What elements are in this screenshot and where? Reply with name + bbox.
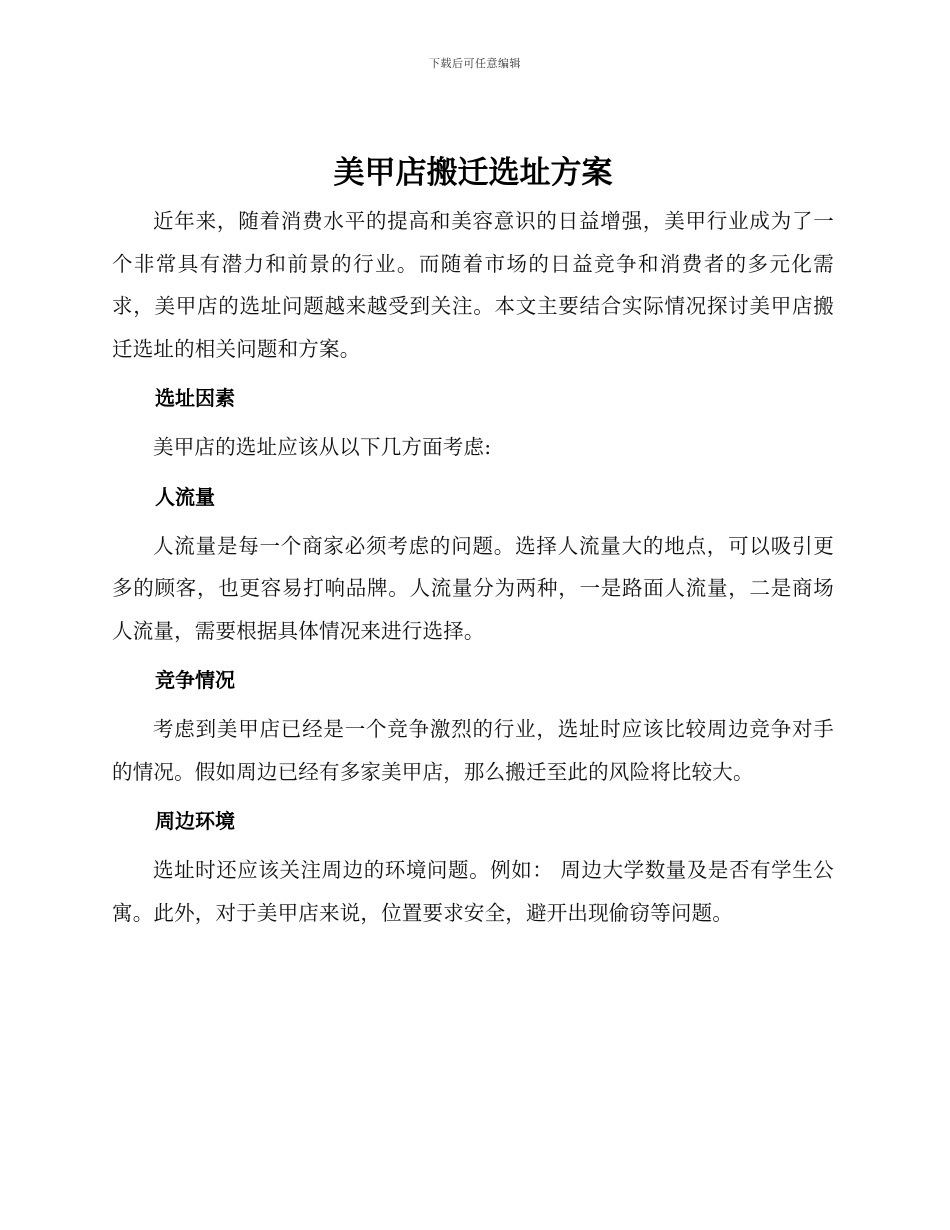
document-body: [112, 150, 834, 934]
intro-paragraph: 近年来，随着消费水平的提高和美容意识的日益增强，美甲行业成为了一个非常具有潜力和前景的行业。而随着市场的日益竞争和消费者的多元化需求，美甲店的选址问题越来越受到关注。本文主要结合实际情况探讨美甲店搬迁选址的相关问题和方案。: [112, 209, 834, 361]
section-heading-competition: 竞争情况: [155, 668, 235, 692]
document-title: 美甲店搬迁选址方案: [333, 155, 613, 191]
section-heading-foot-traffic: 人流量: [155, 484, 215, 509]
header-note: 下载后可任意编辑: [429, 57, 521, 70]
section-text-competition: 考虑到美甲店已经是一个竞争激烈的行业，选址时应该比较周边竞争对手的情况。假如周边已经有多家美甲店，那么搬迁至此的风险将比较大。: [112, 717, 834, 784]
section-heading-site-factors: 选址因素: [155, 386, 235, 410]
section-text-surroundings: 选址时还应该关注周边的环境问题。例如： 周边大学数量及是否有学生公寓。此外，对于美甲店来说，位置要求安全，避开出现偷窃等问题。: [112, 858, 834, 925]
section-text-site-factors: 美甲店的选址应该从以下几方面考虑:: [153, 435, 492, 459]
section-heading-surroundings: 周边环境: [155, 809, 235, 833]
section-text-foot-traffic: 人流量是每一个商家必须考虑的问题。选择人流量大的地点，可以吸引更多的顾客，也更容易打响品牌。人流量分为两种，一是路面人流量，二是商场人流量，需要根据具体情况来进行选择。: [112, 533, 834, 643]
